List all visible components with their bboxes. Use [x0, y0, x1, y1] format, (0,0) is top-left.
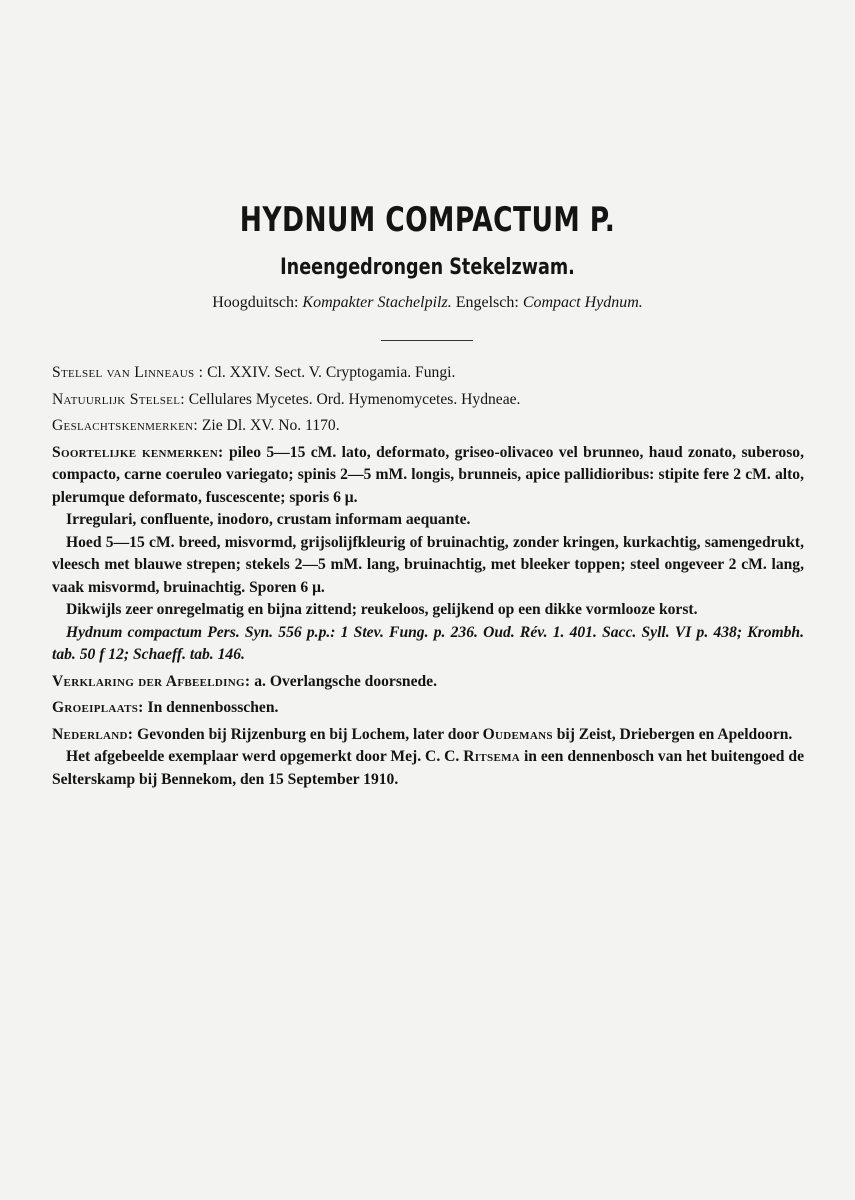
dutch-description: Hoed 5—15 cM. breed, misvormd, grijsolijfkleurig of bruinachtig, zonder kringen, kurkachtig, samengedrukt, vleesch met blauwe strepen; stekels 2—5 mM. lang, bruinachtig, met bleeker toppen; steel ongeveer 2 cM. lang, vaak misvormd, bruinachtig. Sporen 6 μ. — [52, 533, 804, 596]
species-text: pileo 5—15 cM. lato, deformato, griseo-olivaceo vel brunneo, haud zonato, suberoso, compacto, carne coeruleo variegato; spinis 2—5 mM. longis, brunneis, apice pallidioribus: stipite fere 2 cM. alto, plerumque deformato, fuscescente; sporis 6 μ. — [52, 443, 804, 506]
genus-label: Geslachtskenmerken: — [52, 417, 198, 434]
netherlands-text-1: Gevonden bij Rijzenburg en bij Lochem, later door — [137, 725, 479, 743]
specimen-note — [52, 746, 804, 791]
english-label: Engelsch: — [455, 294, 519, 311]
linnaeus-text: Cl. XXIV. Sect. V. Cryptogamia. Fungi. — [207, 364, 456, 381]
specimen-text-1: Het afgebeelde exemplaar werd opgemerkt door Mej. C. C. — [66, 748, 460, 765]
dutch-common-name: Ineengedrongen Stekelzwam. — [280, 255, 575, 280]
german-name: Kompakter Stachelpilz. — [302, 294, 452, 311]
divider-rule — [381, 340, 473, 341]
dutch-additional: Dikwijls zeer onregelmatig en bijna zittend; reukeloos, gelijkend op een dikke vormlooze korst. — [66, 601, 698, 618]
habitat-text: In dennenbosschen. — [147, 699, 279, 716]
specimen-text-2: in een dennenbosch van het buitengoed de Selterskamp bij Bennekom, den 15 September 1910. — [52, 748, 805, 788]
natural-text: Cellulares Mycetes. Ord. Hymenomycetes. Hydneae. — [188, 390, 521, 408]
habitat-label: Groeiplaats: — [52, 699, 144, 716]
netherlands-text-2: bij Zeist, Driebergen en Apeldoorn. — [556, 725, 793, 743]
vernacular-names — [0, 294, 855, 312]
collector-name: Oudemans — [482, 725, 553, 743]
description-body — [52, 358, 804, 791]
natural-label: Natuurlijk Stelsel: — [52, 390, 185, 408]
species-title: HYDNUM COMPACTUM P. — [239, 200, 616, 240]
genus-text: Zie Dl. XV. No. 1170. — [201, 417, 340, 434]
german-label: Hoogduitsch: — [212, 294, 299, 311]
genus-characters — [52, 415, 804, 438]
figure-label: Verklaring der Afbeelding: — [52, 672, 251, 690]
linnaeus-system — [52, 362, 804, 385]
figure-explanation — [52, 671, 804, 694]
species-characters — [52, 442, 804, 510]
latin-additional: Irregulari, confluente, inodoro, crustam informam aequante. — [66, 511, 471, 528]
references: Hydnum compactum Pers. Syn. 556 p.p.: 1 Stev. Fung. p. 236. Oud. Rév. 1. 401. Sacc. Syll. VI p. 438; Krombh. tab. 50 f 12; Schaeff. tab. 146. — [52, 623, 804, 663]
english-name: Compact Hydnum. — [522, 294, 643, 311]
figure-text: a. Overlangsche doorsnede. — [254, 672, 438, 690]
linnaeus-label: Stelsel van Linneaus : — [52, 364, 204, 381]
netherlands-label: Nederland: — [52, 725, 134, 743]
netherlands-records — [52, 724, 804, 747]
natural-system — [52, 389, 804, 412]
species-label: Soortelijke kenmerken: — [52, 443, 224, 461]
observer-name: Ritsema — [463, 748, 521, 765]
habitat — [52, 697, 804, 720]
